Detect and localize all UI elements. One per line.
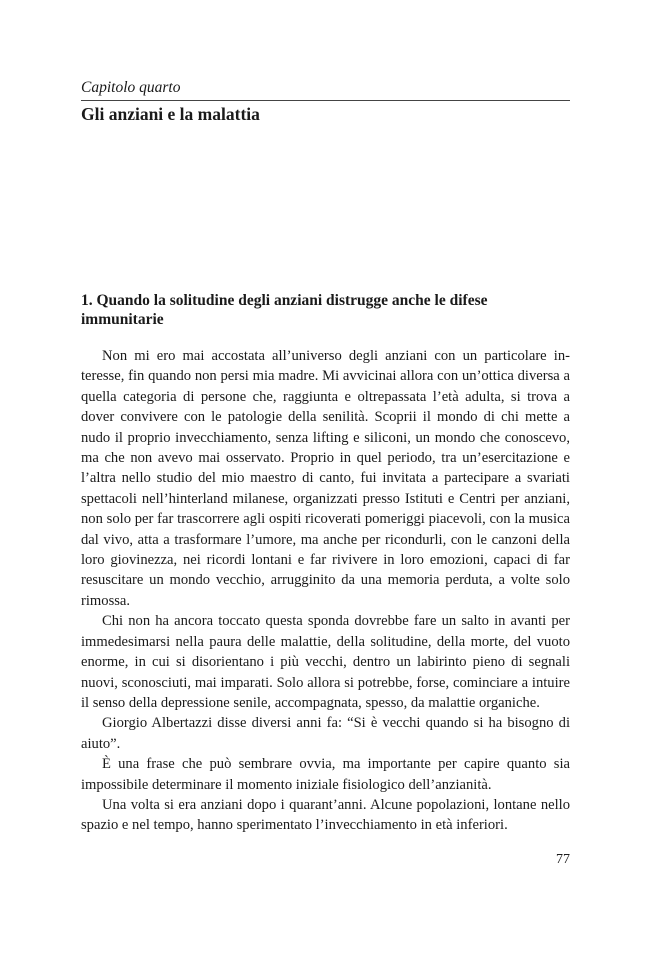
paragraph: Giorgio Albertazzi disse diversi anni fa: “Si è vecchi quando si ha bisogno di aiuto”. [81,715,570,752]
page-number: 77 [556,852,570,867]
paragraph: Una volta si era anziani dopo i quarant’anni. Alcune popolazioni, lontane nello spazio e nel tempo, hanno sperimentato l’invecchiamento in età inferiori. [81,796,570,834]
chapter-rule [81,100,570,101]
body-text [81,346,570,836]
paragraph: Chi non ha ancora toccato questa sponda dovrebbe fare un salto in avanti per immedesimarsi nella paura delle malattie, della solitudine, della morte, del vuoto enorme, in cui si disorientano i più vecchi, dentro un labirinto pieno di segnali nuovi, sconosciuti, mai imparati. Solo allora si potrebbe, forse, cominciare a intuire il senso della depressione senile, accompagnata, spesso, da malattie organiche. [81,613,570,711]
paragraph: Non mi ero mai accostata all’universo degli anziani con un particolare interesse, fin quando non persi mia madre. Mi avvicinai allora con un’ottica diversa a quella categoria di persone che, raggiunta e oltrepassata l’età adulta, si trova a dover convivere con le patologie della senilità. Scoprii il mondo di chi mette a nudo il proprio invecchiamento, senza lifting e siliconi, un mondo che conoscevo, ma che non avevo mai osservato. Proprio in quel periodo, tra un’esercitazione e l’altra nello studio del mio maestro di canto, fui invitata a partecipare a svariati spettacoli nell’hinterland milanese, organizzati presso Istituti e Centri per anziani, non solo per far trascorrere agli ospiti ricoverati pomeriggi piacevoli, con la musica dal vivo, atta a trasformare l’umore, ma anche per ricondurli, con le canzoni della loro giovinezza, nei ricordi lontani e far rivivere in loro emozioni, capaci di far resuscitare un mondo vecchio, arrugginito da una memoria perduta, a volte solo rimossa. [81,348,570,609]
chapter-title: Gli anziani e la malattia [81,104,260,124]
section-heading: 1. Quando la solitudine degli anziani distrugge anche le difese immunitarie [81,292,488,328]
paragraph: È una frase che può sembrare ovvia, ma importante per capire quanto sia impossibile determinare il momento iniziale fisiologico dell’anzianità. [81,756,570,793]
chapter-label: Capitolo quarto [81,79,181,96]
